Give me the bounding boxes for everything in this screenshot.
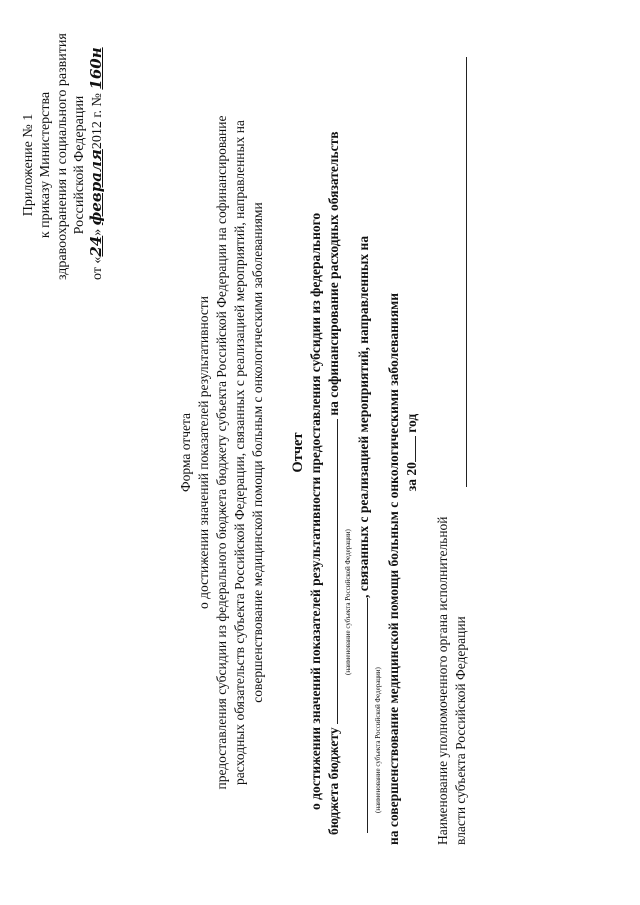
authority-name-line	[466, 57, 467, 487]
subject-name-blank	[337, 419, 338, 724]
annex-federation-line: Российской Федерации	[72, 95, 87, 235]
form-line-1: о достижении значений показателей результативности	[196, 296, 211, 609]
subject-caption-1: (наименование субъекта Российской Федерации)	[344, 529, 352, 675]
annex-date-day: 24	[87, 235, 105, 257]
report-line-3	[356, 236, 372, 833]
report-line-2	[326, 131, 342, 835]
annex-ministry-line: здравоохранения и социального развития	[55, 33, 70, 280]
form-line-3: расходных обязательств субъекта Российской Федерации, связанных с реализацией мероприятий, направленных на	[232, 120, 247, 785]
authority-label-line-2: власти субъекта Российской Федерации	[453, 616, 468, 845]
report-line-3-end: , связанных с реализацией мероприятий, направленных на	[356, 235, 371, 598]
report-line-2-start: бюджета бюджету	[326, 727, 341, 835]
annex-date-line	[87, 47, 106, 280]
report-year-prefix: за 20	[404, 462, 419, 492]
annex-date-year: 2012 г. №	[90, 93, 105, 150]
annex-date-mid: »	[90, 228, 105, 236]
report-line-1: о достижении значений показателей результативности предоставления субсидии из федерального	[308, 212, 323, 810]
report-title: Отчет	[290, 432, 306, 473]
annex-title: Приложение № 1	[21, 113, 36, 217]
subject-name-blank-2	[367, 598, 368, 833]
report-year-line	[404, 0, 420, 905]
subject-caption-2: (наименование субъекта Российской Федерации)	[374, 667, 382, 813]
annex-date-prefix: от «	[90, 256, 105, 280]
year-blank	[415, 436, 416, 462]
annex-order-line: к приказу Министерства	[38, 91, 53, 239]
report-line-4: на совершенствование медицинской помощи больным с онкологическими заболеваниями	[386, 293, 401, 845]
form-line-2: предоставления субсидии из федерального бюджета бюджету субъекта Российской Федерации на софинансирование	[214, 115, 229, 790]
report-line-2-end: на софинансирование расходных обязательств	[326, 131, 341, 416]
form-line-4: совершенствование медицинской помощи больным с онкологическими заболеваниями	[250, 202, 265, 703]
form-title: Форма отчета	[178, 412, 193, 493]
annex-date-month: февраля	[87, 149, 105, 226]
report-year-suffix: год	[404, 413, 419, 433]
annex-order-number: 160н	[87, 47, 105, 90]
authority-label-line-1: Наименование уполномоченного органа исполнительной	[435, 516, 450, 845]
